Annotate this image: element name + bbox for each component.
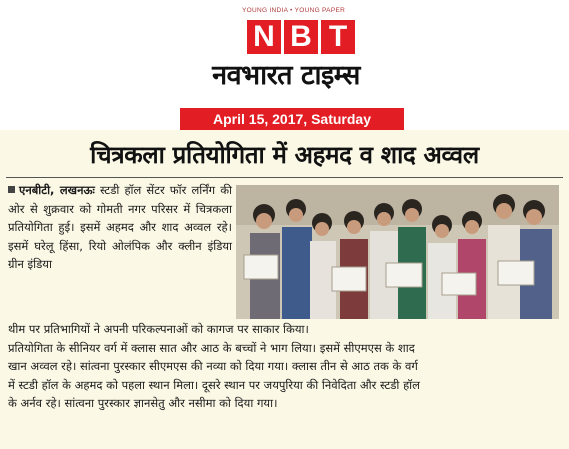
logo-letter-t: T [321,20,355,54]
body-line: थीम पर प्रतिभागियों ने अपनी परिकल्पनाओं को कागज पर साकार किया। [8,322,309,336]
tagline: YOUNG INDIA • YOUNG PAPER [242,7,346,14]
body-line: के अर्नव रहे। सांत्वना पुरस्कार ज्ञानसेतु और नसीमा को दिया गया। [8,396,278,410]
children-with-certificates-photo [236,185,559,319]
date-bar [180,108,404,130]
article-body [8,320,560,413]
article-clipping [0,130,569,449]
masthead [0,0,569,108]
paper-name: नवभारत टाइम्स [212,60,360,91]
square-bullet-icon [8,186,15,193]
body-line: खान अव्वल रहे। सांत्वना पुरस्कार सीएमएस की नव्या को दिया गया। क्लास तीन से आठ तक के वर्ग [8,359,418,373]
body-line: प्रतियोगिता के सीनियर वर्ग में क्लास सात और आठ के बच्चों ने भाग लिया। इसमें सीएमएस के शाद [8,340,415,355]
issue-date: April 15, 2017, Saturday [213,111,371,127]
nbt-logo [247,20,355,54]
article-lead-paragraph [8,181,232,274]
dateline: एनबीटी, लखनऊः [19,183,95,197]
article-photo [236,185,559,319]
lead-text: स्टडी हॉल सेंटर फॉर लर्निंग की ओर से शुक्रवार को गोमती नगर परिसर में चित्रकला प्रतियोगिता हुई। इसमें अहमद और शाद अव्वल रहे। इसमें घरेलू हिंसा, रियो ओलंपिक और क्लीन इंडिया ग्रीन इंडिया [8,183,233,271]
article-headline: चित्रकला प्रतियोगिता में अहमद व शाद अव्वल [90,141,479,169]
logo-letter-n: N [247,20,281,54]
logo-letter-b: B [284,20,318,54]
body-line: में स्टडी हॉल के अहमद को पहला स्थान मिला। दूसरे स्थान पर जयपुरिया की निवेदिता और स्टडी हॉल [8,377,420,392]
headline-divider [6,177,563,178]
